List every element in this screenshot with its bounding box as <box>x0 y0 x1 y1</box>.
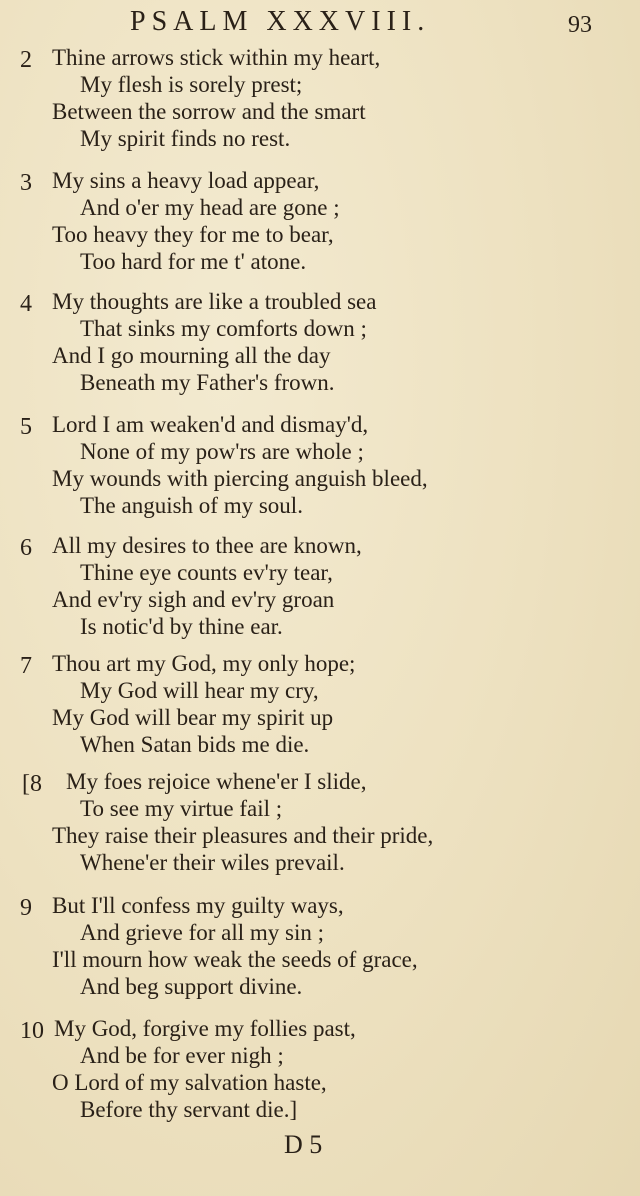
page-number: 93 <box>568 12 592 38</box>
verse-line: But I'll confess my guilty ways, <box>52 893 344 918</box>
verse-line: Before thy servant die.] <box>80 1097 298 1122</box>
stanza-number: [8 <box>22 771 42 797</box>
stanza-number: 7 <box>20 653 32 679</box>
verse-line: None of my pow'rs are whole ; <box>80 439 364 464</box>
verse-line: And grieve for all my sin ; <box>80 920 325 945</box>
verse-line: And beg support divine. <box>80 974 303 999</box>
stanza-number: 9 <box>20 895 32 921</box>
verse-line: Between the sorrow and the smart <box>52 99 366 124</box>
stanza-number: 2 <box>20 47 32 73</box>
verse-line: My flesh is sorely prest; <box>80 72 303 97</box>
verse-line: All my desires to thee are known, <box>52 533 362 558</box>
verse-line: My God will bear my spirit up <box>52 705 334 730</box>
stanza-number: 4 <box>20 291 32 317</box>
verse-line: My thoughts are like a troubled sea <box>52 289 377 314</box>
verse-line: To see my virtue fail ; <box>80 796 283 821</box>
stanza-number: 3 <box>20 170 32 196</box>
verse-line: And be for ever nigh ; <box>80 1043 284 1068</box>
stanza-number: 10 <box>20 1018 44 1044</box>
verse-line: Lord I am weaken'd and dismay'd, <box>52 412 369 437</box>
verse-line: The anguish of my soul. <box>80 493 303 518</box>
verse-line: Too heavy they for me to bear, <box>52 222 334 247</box>
verse-line: My foes rejoice whene'er I slide, <box>66 769 367 794</box>
stanza-number: 5 <box>20 414 32 440</box>
verse-line: And ev'ry sigh and ev'ry groan <box>52 587 335 612</box>
verse-line: Thou art my God, my only hope; <box>52 651 356 676</box>
stanza-number: 6 <box>20 535 32 561</box>
verse-line: Beneath my Father's frown. <box>80 370 335 395</box>
verse-line: My God, forgive my follies past, <box>54 1016 356 1041</box>
verse-line: That sinks my comforts down ; <box>80 316 367 341</box>
catchword-signature: D 5 <box>284 1130 323 1159</box>
verse-line: My wounds with piercing anguish bleed, <box>52 466 428 491</box>
page-title: PSALM XXXVIII. <box>130 6 431 37</box>
page-header <box>0 6 640 42</box>
verse-line: Thine eye counts ev'ry tear, <box>80 560 333 585</box>
verse-line: Too hard for me t' atone. <box>80 249 307 274</box>
verse-line: And I go mourning all the day <box>52 343 331 368</box>
verse-line: My spirit finds no rest. <box>80 126 291 151</box>
verse-line: When Satan bids me die. <box>80 732 310 757</box>
verse-line: O Lord of my salvation haste, <box>52 1070 327 1095</box>
verse-line: They raise their pleasures and their pride, <box>52 823 434 848</box>
verse-line: My God will hear my cry, <box>80 678 319 703</box>
verse-line: I'll mourn how weak the seeds of grace, <box>52 947 418 972</box>
verse-line: Is notic'd by thine ear. <box>80 614 283 639</box>
verse-line: My sins a heavy load appear, <box>52 168 320 193</box>
verse-line: And o'er my head are gone ; <box>80 195 340 220</box>
verse-line: Whene'er their wiles prevail. <box>80 850 345 875</box>
verse-line: Thine arrows stick within my heart, <box>52 45 381 70</box>
